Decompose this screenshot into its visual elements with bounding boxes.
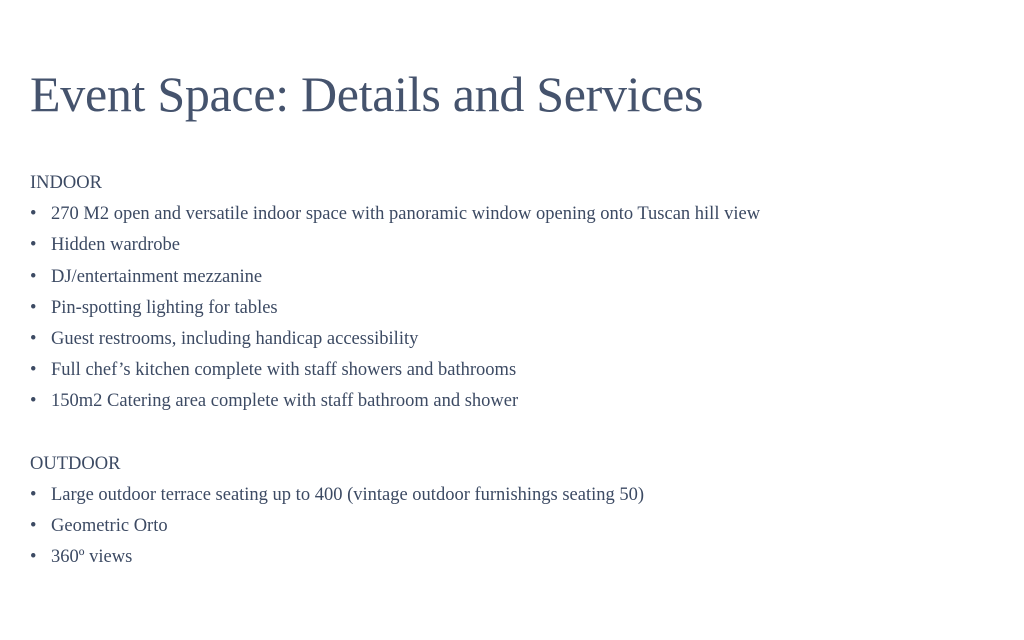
section-outdoor: [30, 449, 990, 574]
list-item: [30, 293, 990, 324]
list-item-text: DJ/entertainment mezzanine: [51, 266, 263, 287]
bullet-icon: •: [30, 329, 37, 350]
list-item: [30, 511, 990, 542]
list-item-text: Hidden wardrobe: [51, 235, 180, 256]
list-item-text: Full chef’s kitchen complete with staff showers and bathrooms: [51, 360, 517, 381]
bullet-icon: •: [30, 204, 37, 225]
list-item: [30, 199, 990, 230]
bullet-icon: •: [30, 516, 37, 537]
slide-content: [30, 168, 990, 574]
list-item: [30, 480, 990, 511]
list-item-text: 270 M2 open and versatile indoor space with panoramic window opening onto Tuscan hill view: [51, 204, 761, 225]
bullet-list-outdoor: [30, 480, 990, 574]
list-item-text: Guest restrooms, including handicap accessibility: [51, 329, 419, 350]
bullet-icon: •: [30, 547, 37, 568]
list-item: [30, 230, 990, 261]
bullet-icon: •: [30, 360, 37, 381]
section-spacer: [30, 418, 990, 449]
list-item: [30, 355, 990, 386]
section-heading-outdoor: OUTDOOR: [30, 453, 121, 474]
bullet-icon: •: [30, 235, 37, 256]
bullet-icon: •: [30, 391, 37, 412]
list-item-text: Geometric Orto: [51, 516, 168, 537]
list-item-text: Large outdoor terrace seating up to 400 (vintage outdoor furnishings seating 50): [51, 485, 645, 506]
list-item-text: 150m2 Catering area complete with staff bathroom and shower: [51, 391, 519, 412]
list-item: [30, 542, 990, 573]
list-item-text: 360º views: [51, 547, 133, 568]
bullet-icon: •: [30, 485, 37, 506]
bullet-icon: •: [30, 297, 37, 318]
section-heading-indoor: INDOOR: [30, 173, 102, 193]
slide-title: Event Space: Details and Services: [30, 66, 704, 122]
section-indoor: [30, 168, 990, 418]
list-item: [30, 324, 990, 355]
bullet-icon: •: [30, 266, 37, 287]
list-item: [30, 386, 990, 417]
list-item-text: Pin-spotting lighting for tables: [51, 297, 278, 318]
bullet-list-indoor: [30, 199, 990, 417]
list-item: [30, 262, 990, 293]
